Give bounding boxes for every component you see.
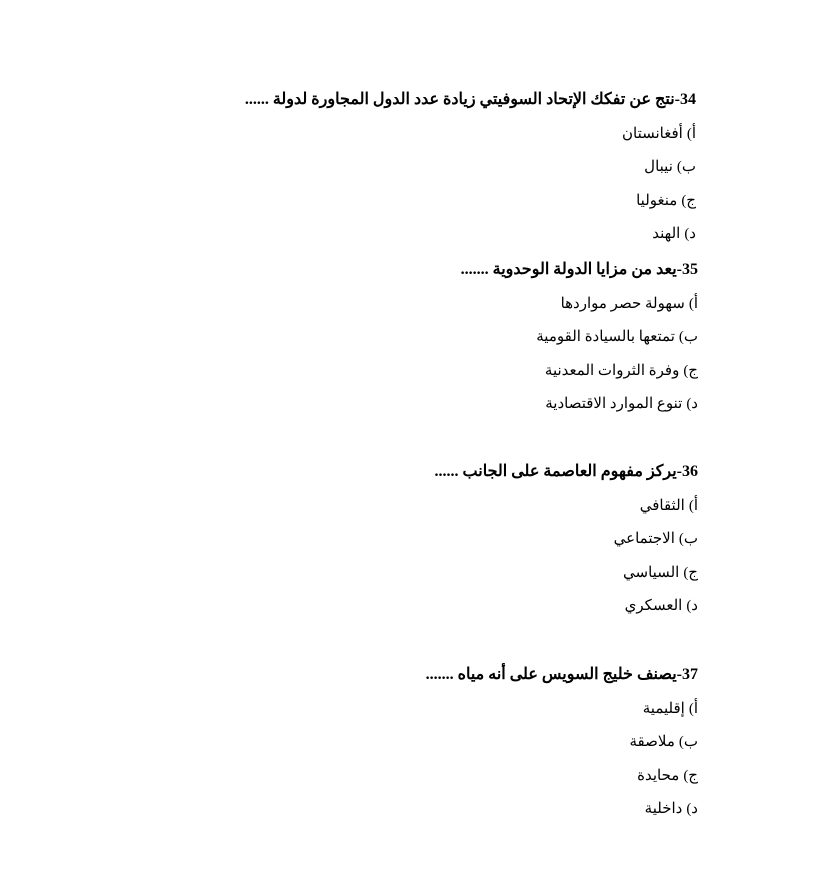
option-c xyxy=(98,766,698,786)
option-a xyxy=(98,496,698,516)
option-text: منغوليا xyxy=(636,192,678,209)
question-34 xyxy=(96,90,696,244)
option-letter: أ) xyxy=(686,125,696,142)
option-letter: ج) xyxy=(683,767,698,784)
option-d xyxy=(96,224,696,244)
question-text: 34-نتج عن تفكك الإتحاد السوفيتي زيادة عدد الدول المجاورة لدولة ...... xyxy=(244,91,696,108)
options-list xyxy=(96,124,696,245)
options-list xyxy=(98,294,698,415)
option-letter: أ) xyxy=(688,700,698,717)
option-text: إقليمية xyxy=(642,700,685,717)
option-letter: ب) xyxy=(678,531,698,547)
option-a xyxy=(96,124,696,144)
option-b xyxy=(98,732,698,752)
option-text: داخلية xyxy=(644,801,683,817)
option-d xyxy=(98,394,698,414)
option-letter: د) xyxy=(684,226,696,242)
question-36 xyxy=(98,462,698,616)
option-letter: ب) xyxy=(678,329,698,345)
question-37 xyxy=(98,665,698,819)
option-letter: ب) xyxy=(676,159,696,175)
option-text: ملاصقة xyxy=(629,734,675,750)
option-text: سهولة حصر مواردها xyxy=(560,295,685,312)
question-text: 35-يعد من مزايا الدولة الوحدوية ....... xyxy=(460,261,698,278)
option-letter: د) xyxy=(686,396,698,412)
option-letter: أ) xyxy=(688,497,698,514)
option-letter: ب) xyxy=(678,734,698,750)
option-b xyxy=(98,327,698,347)
option-c xyxy=(98,563,698,583)
option-text: محايدة xyxy=(637,767,680,784)
option-letter: ج) xyxy=(681,192,696,209)
option-letter: ج) xyxy=(683,564,698,581)
option-b xyxy=(96,157,696,177)
question-35 xyxy=(98,260,698,414)
option-a xyxy=(98,294,698,314)
question-text: 36-يركز مفهوم العاصمة على الجانب ...... xyxy=(434,463,698,480)
option-c xyxy=(96,191,696,211)
options-list xyxy=(98,496,698,617)
option-letter: د) xyxy=(686,598,698,614)
question-text: 37-يصنف خليج السويس على أنه مياه ....... xyxy=(425,666,698,683)
option-d xyxy=(98,596,698,616)
option-text: تمتعها بالسيادة القومية xyxy=(536,329,675,345)
option-text: الهند xyxy=(652,226,681,242)
option-b xyxy=(98,529,698,549)
option-text: تنوع الموارد الاقتصادية xyxy=(545,396,683,412)
option-text: نيبال xyxy=(644,159,673,175)
option-text: الثقافي xyxy=(639,497,685,514)
option-text: أفغانستان xyxy=(622,125,683,142)
option-d xyxy=(98,799,698,819)
option-letter: أ) xyxy=(688,295,698,312)
option-letter: د) xyxy=(686,801,698,817)
option-text: الاجتماعي xyxy=(613,531,675,547)
option-text: وفرة الثروات المعدنية xyxy=(544,362,680,379)
option-text: السياسي xyxy=(623,564,680,581)
option-c xyxy=(98,361,698,381)
option-letter: ج) xyxy=(683,362,698,379)
option-a xyxy=(98,699,698,719)
options-list xyxy=(98,699,698,820)
option-text: العسكري xyxy=(624,598,683,614)
